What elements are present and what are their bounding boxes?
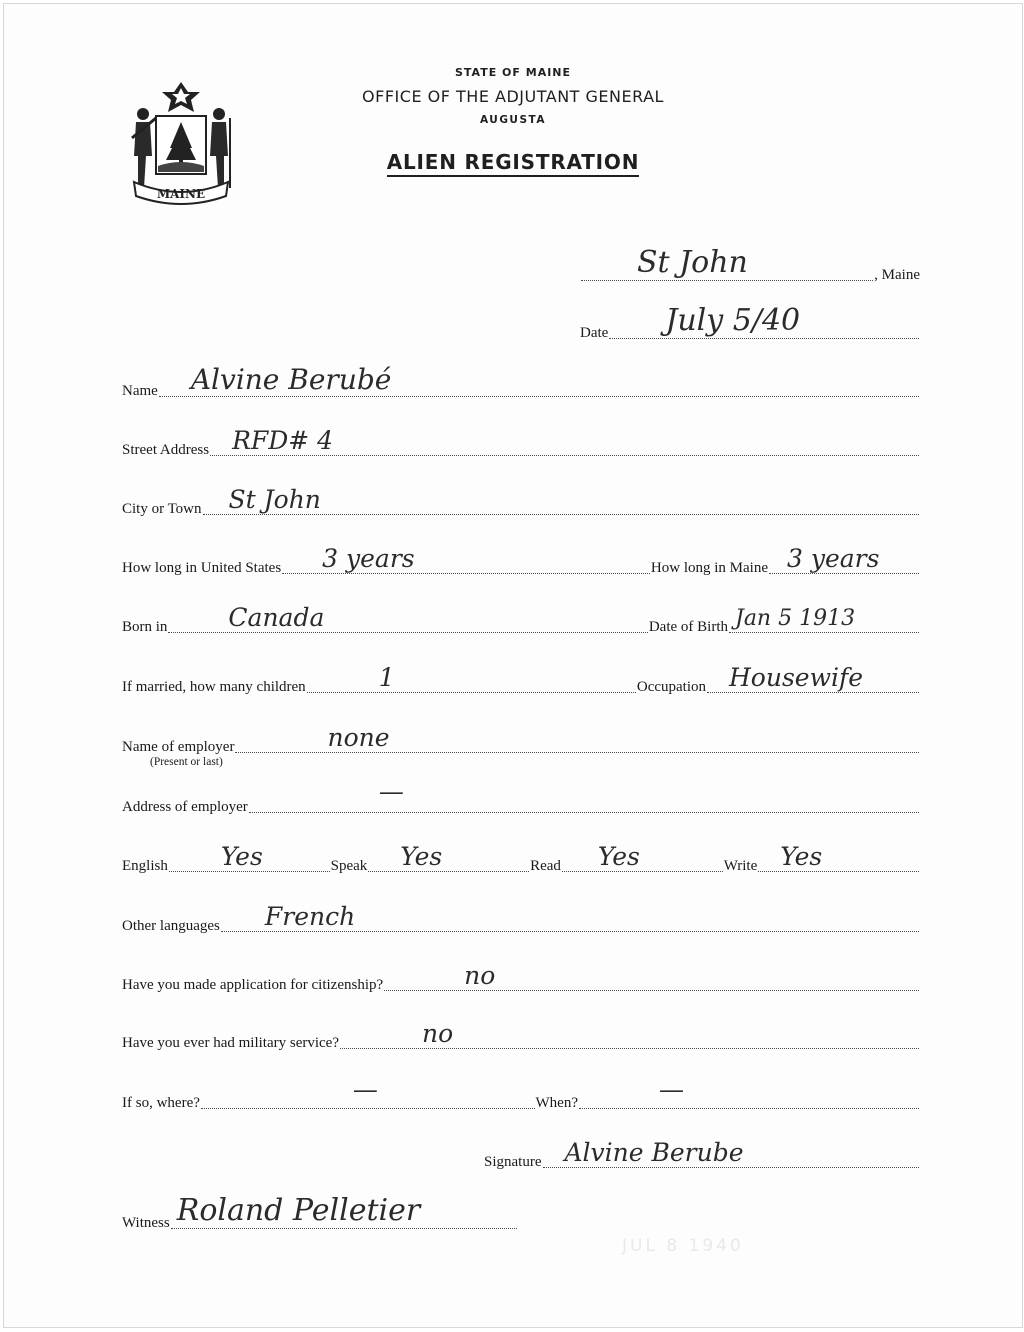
- name-value: Alvine Berubé: [190, 363, 392, 396]
- children-value: 1: [378, 663, 395, 692]
- employer-line[interactable]: [235, 723, 919, 753]
- date-line[interactable]: [609, 303, 919, 339]
- city-row: [122, 485, 920, 518]
- write-label: Write: [723, 858, 758, 874]
- when-label: When?: [535, 1095, 578, 1111]
- signature-value: Alvine Berube: [564, 1138, 744, 1167]
- citizenship-label: Have you made application for citizenship?: [122, 977, 384, 993]
- office-heading: OFFICE OF THE ADJUTANT GENERAL: [362, 87, 664, 106]
- name-row: [122, 363, 920, 400]
- witness-value: Roland Pelletier: [176, 1193, 421, 1228]
- employer-sublabel: (Present or last): [150, 756, 223, 768]
- received-stamp: JUL 8 1940: [622, 1236, 744, 1256]
- english-label: English: [122, 858, 168, 874]
- name-label: Name: [122, 383, 158, 399]
- military-value: no: [422, 1019, 454, 1048]
- city-value: St John: [228, 485, 321, 514]
- signature-line[interactable]: [543, 1138, 920, 1168]
- speak-value: Yes: [400, 842, 443, 871]
- how-long-maine-label: How long in Maine: [650, 560, 768, 576]
- where-label: If so, where?: [122, 1095, 200, 1111]
- date-of-birth-value: Jan 5 1913: [735, 606, 856, 631]
- citizenship-value: no: [464, 961, 496, 990]
- english-row: [122, 842, 920, 875]
- signature-label: Signature: [484, 1154, 542, 1170]
- born-in-value: Canada: [228, 603, 325, 632]
- employer-address-value: —: [378, 777, 404, 806]
- employer-label: Name of employer: [122, 739, 235, 755]
- read-label: Read: [530, 858, 561, 874]
- name-line[interactable]: [159, 363, 919, 397]
- languages-row: [122, 902, 920, 935]
- location-value: St John: [637, 245, 748, 280]
- birth-row: [122, 603, 920, 636]
- date-value: July 5/40: [665, 303, 801, 338]
- read-line[interactable]: [562, 842, 723, 872]
- registration-form: [3, 3, 1023, 1328]
- how-long-us-label: How long in United States: [122, 560, 282, 576]
- witness-line[interactable]: [171, 1193, 517, 1229]
- speak-label: Speak: [330, 858, 368, 874]
- citizenship-line[interactable]: [384, 961, 919, 991]
- service-row: [122, 1075, 920, 1112]
- where-line[interactable]: [201, 1075, 535, 1109]
- write-value: Yes: [780, 842, 823, 871]
- form-header: [4, 66, 1022, 177]
- location-row: [580, 245, 920, 284]
- when-value: —: [659, 1075, 684, 1104]
- date-label: Date: [580, 325, 609, 341]
- date-of-birth-line[interactable]: [729, 606, 919, 633]
- write-line[interactable]: [758, 842, 919, 872]
- street-address-label: Street Address: [122, 442, 210, 458]
- residence-row: [122, 544, 920, 577]
- occupation-line[interactable]: [707, 663, 919, 693]
- city-line[interactable]: [203, 485, 919, 515]
- employer-address-line[interactable]: [249, 777, 919, 813]
- languages-value: French: [264, 902, 356, 931]
- location-line[interactable]: [581, 245, 873, 281]
- employer-row: [122, 723, 920, 756]
- children-line[interactable]: [307, 663, 636, 693]
- military-row: [122, 1019, 920, 1052]
- witness-label: Witness: [122, 1215, 170, 1231]
- where-value: —: [352, 1075, 378, 1104]
- english-value: Yes: [220, 842, 263, 871]
- children-label: If married, how many children: [122, 679, 306, 695]
- location-suffix: , Maine: [874, 267, 920, 283]
- occupation-value: Housewife: [729, 663, 864, 692]
- witness-row: [122, 1193, 518, 1232]
- born-in-line[interactable]: [168, 603, 647, 633]
- how-long-maine-line[interactable]: [769, 544, 919, 574]
- city-label: City or Town: [122, 501, 202, 517]
- how-long-us-value: 3 years: [322, 544, 415, 573]
- speak-line[interactable]: [368, 842, 529, 872]
- read-value: Yes: [597, 842, 640, 871]
- street-address-value: RFD# 4: [232, 426, 334, 455]
- state-heading: STATE OF MAINE: [454, 66, 572, 79]
- employer-address-label: Address of employer: [122, 799, 248, 815]
- how-long-maine-value: 3 years: [787, 544, 880, 573]
- form-title: ALIEN REGISTRATION: [387, 150, 640, 177]
- born-in-label: Born in: [122, 619, 168, 635]
- street-address-line[interactable]: [210, 426, 919, 456]
- city-heading: AUGUSTA: [479, 114, 546, 126]
- employer-address-row: [122, 777, 920, 816]
- family-row: [122, 663, 920, 696]
- date-of-birth-label: Date of Birth: [648, 619, 728, 635]
- date-row: [580, 303, 920, 342]
- signature-row: [484, 1138, 920, 1171]
- languages-line[interactable]: [221, 902, 919, 932]
- svg-text:MAINE: MAINE: [156, 187, 206, 201]
- languages-label: Other languages: [122, 918, 220, 934]
- military-label: Have you ever had military service?: [122, 1035, 339, 1051]
- how-long-us-line[interactable]: [282, 544, 650, 574]
- english-line[interactable]: [169, 842, 330, 872]
- when-line[interactable]: [579, 1075, 919, 1109]
- military-line[interactable]: [340, 1019, 919, 1049]
- employer-value: none: [327, 723, 390, 752]
- citizenship-row: [122, 961, 920, 994]
- occupation-label: Occupation: [636, 679, 706, 695]
- street-address-row: [122, 426, 920, 459]
